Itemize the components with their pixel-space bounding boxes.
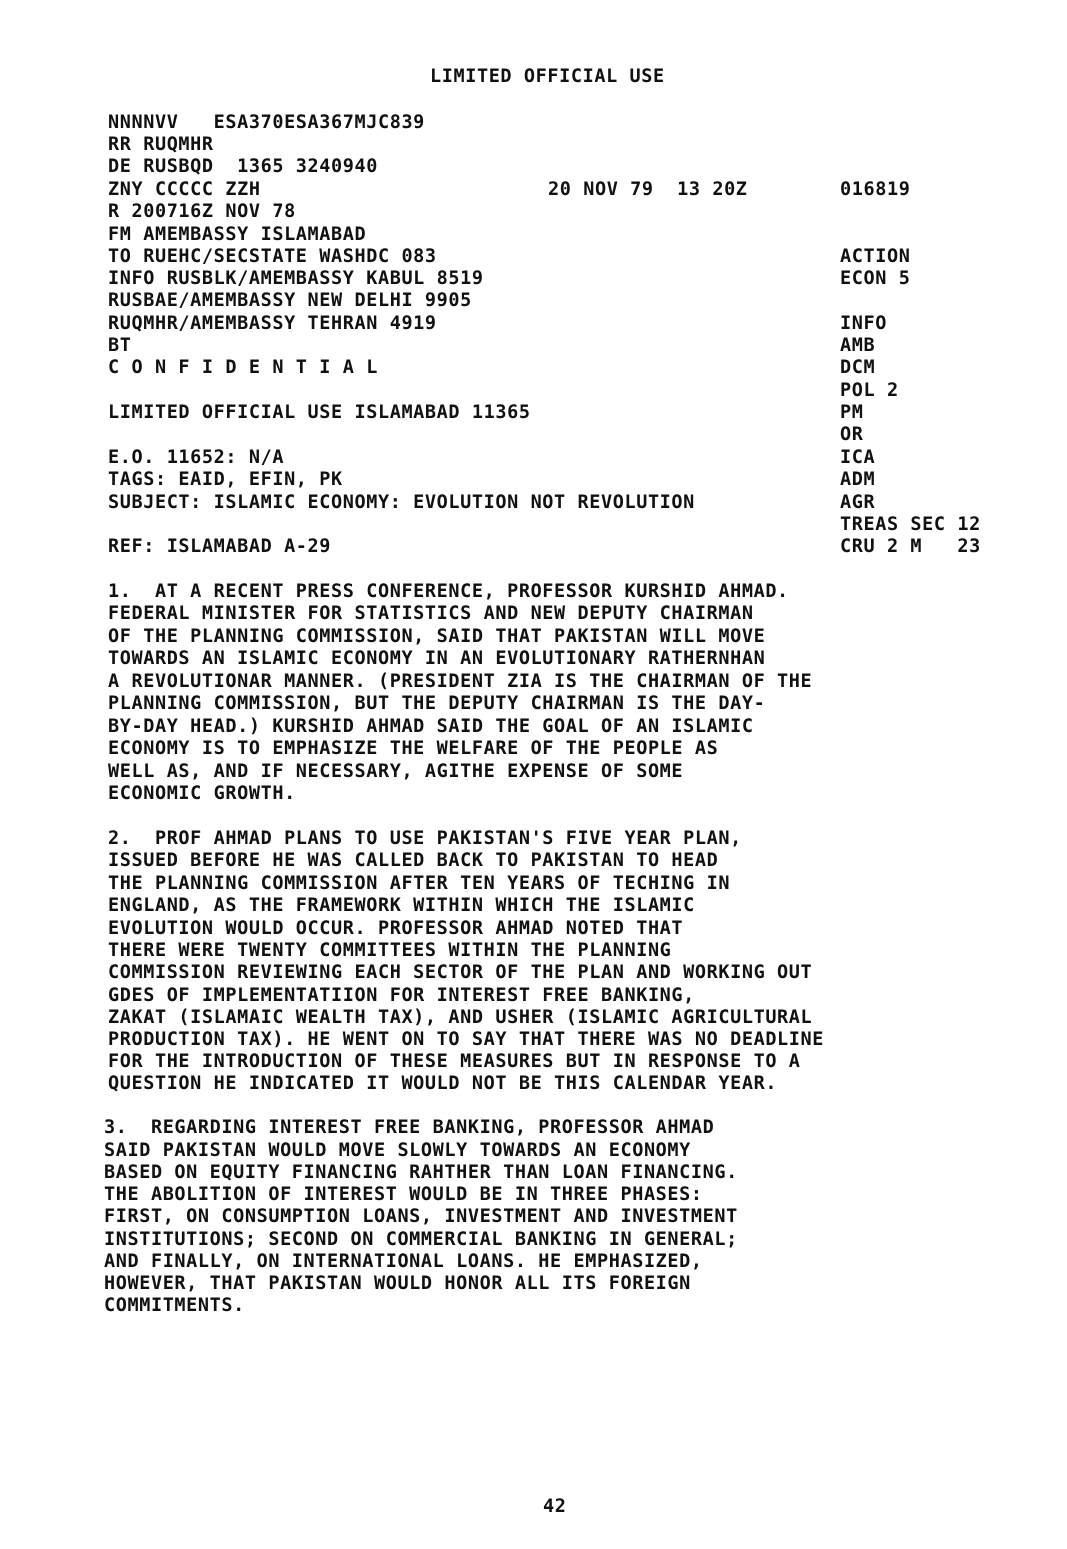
distribution-or: OR	[840, 424, 864, 445]
paragraph-2-line: GDES OF IMPLEMENTATIION FOR INTEREST FREE BANKING,	[108, 985, 695, 1006]
routing-line: R 200716Z NOV 78	[108, 201, 296, 222]
routing-line: RR RUQMHR	[108, 134, 214, 155]
paragraph-3-line: SAID PAKISTAN WOULD MOVE SLOWLY TOWARDS AN ECONOMY	[104, 1140, 691, 1161]
paragraph-3-line: FIRST, ON CONSUMPTION LOANS, INVESTMENT AND INVESTMENT	[104, 1206, 738, 1227]
paragraph-3-line: THE ABOLITION OF INTEREST WOULD BE IN THREE PHASES:	[104, 1184, 703, 1205]
ref-line: REF: ISLAMABAD A-29	[108, 536, 332, 557]
paragraph-1-line: A REVOLUTIONAR MANNER. (PRESIDENT ZIA IS THE CHAIRMAN OF THE	[108, 671, 813, 692]
routing-line: FM AMEMBASSY ISLAMABAD	[108, 224, 367, 245]
distribution-action: ACTION	[840, 246, 911, 267]
received-datetime: 20 NOV 79 13 20Z	[548, 179, 748, 200]
subject-line: SUBJECT: ISLAMIC ECONOMY: EVOLUTION NOT REVOLUTION	[108, 492, 695, 513]
paragraph-3-line: BASED ON EQUITY FINANCING RAHTHER THAN LOAN FINANCING.	[104, 1162, 738, 1183]
routing-line: INFO RUSBLK/AMEMBASSY KABUL 8519	[108, 268, 484, 289]
paragraph-1-line: TOWARDS AN ISLAMIC ECONOMY IN AN EVOLUTIONARY RATHERNHAN	[108, 648, 766, 669]
routing-line: NNNNVV ESA370ESA367MJC839	[108, 112, 425, 133]
paragraph-1-line: 1. AT A RECENT PRESS CONFERENCE, PROFESSOR KURSHID AHMAD.	[108, 581, 789, 602]
routing-line: TO RUEHC/SECSTATE WASHDC 083	[108, 246, 437, 267]
paragraph-1-line: ECONOMY IS TO EMPHASIZE THE WELFARE OF THE PEOPLE AS	[108, 738, 719, 759]
paragraph-2-line: ISSUED BEFORE HE WAS CALLED BACK TO PAKISTAN TO HEAD	[108, 850, 719, 871]
paragraph-3-line: AND FINALLY, ON INTERNATIONAL LOANS. HE EMPHASIZED,	[104, 1251, 703, 1272]
paragraph-3-line: 3. REGARDING INTEREST FREE BANKING, PROFESSOR AHMAD	[104, 1117, 715, 1138]
paragraph-1-line: ECONOMIC GROWTH.	[108, 783, 296, 804]
tags-line: TAGS: EAID, EFIN, PK	[108, 469, 343, 490]
paragraph-1-line: FEDERAL MINISTER FOR STATISTICS AND NEW DEPUTY CHAIRMAN	[108, 603, 754, 624]
paragraph-2-line: ENGLAND, AS THE FRAMEWORK WITHIN WHICH THE ISLAMIC	[108, 895, 695, 916]
paragraph-2-line: THERE WERE TWENTY COMMITTEES WITHIN THE PLANNING	[108, 940, 672, 961]
message-number: 016819	[840, 179, 911, 200]
distribution-cru: CRU 2 M 23	[840, 536, 981, 557]
paragraph-3-line: INSTITUTIONS; SECOND ON COMMERCIAL BANKING IN GENERAL;	[104, 1229, 738, 1250]
eo-line: E.O. 11652: N/A	[108, 447, 285, 468]
caption-line: LIMITED OFFICIAL USE ISLAMABAD 11365	[108, 402, 531, 423]
distribution-agr: AGR	[840, 492, 876, 513]
distribution-treas: TREAS SEC 12	[840, 514, 981, 535]
distribution-econ: ECON 5	[840, 268, 911, 289]
header-banner: LIMITED OFFICIAL USE	[430, 66, 665, 87]
distribution-pol: POL 2	[840, 380, 899, 401]
routing-line: DE RUSBQD 1365 3240940	[108, 156, 378, 177]
paragraph-2-line: QUESTION HE INDICATED IT WOULD NOT BE THIS CALENDAR YEAR.	[108, 1073, 778, 1094]
paragraph-2-line: THE PLANNING COMMISSION AFTER TEN YEARS OF TECHING IN	[108, 873, 731, 894]
paragraph-1-line: WELL AS, AND IF NECESSARY, AGITHE EXPENSE OF SOME	[108, 761, 684, 782]
routing-line: ZNY CCCCC ZZH	[108, 179, 261, 200]
paragraph-2-line: PRODUCTION TAX). HE WENT ON TO SAY THAT THERE WAS NO DEADLINE	[108, 1029, 825, 1050]
routing-line: BT	[108, 335, 132, 356]
paragraph-1-line: PLANNING COMMISSION, BUT THE DEPUTY CHAIRMAN IS THE DAY-	[108, 693, 766, 714]
distribution-pm: PM	[840, 402, 864, 423]
paragraph-2-line: FOR THE INTRODUCTION OF THESE MEASURES BUT IN RESPONSE TO A	[108, 1051, 801, 1072]
paragraph-2-line: ZAKAT (ISLAMAIC WEALTH TAX), AND USHER (ISLAMIC AGRICULTURAL	[108, 1007, 813, 1028]
distribution-amb: AMB	[840, 335, 876, 356]
page-number: 42	[543, 1496, 567, 1517]
paragraph-2-line: 2. PROF AHMAD PLANS TO USE PAKISTAN'S FIVE YEAR PLAN,	[108, 828, 742, 849]
distribution-adm: ADM	[840, 469, 876, 490]
paragraph-2-line: EVOLUTION WOULD OCCUR. PROFESSOR AHMAD NOTED THAT	[108, 918, 684, 939]
routing-line: RUQMHR/AMEMBASSY TEHRAN 4919	[108, 313, 437, 334]
paragraph-1-line: BY-DAY HEAD.) KURSHID AHMAD SAID THE GOAL OF AN ISLAMIC	[108, 716, 754, 737]
paragraph-3-line: COMMITMENTS.	[104, 1295, 245, 1316]
distribution-ica: ICA	[840, 447, 876, 468]
classification: C O N F I D E N T I A L	[108, 357, 378, 378]
distribution-dcm: DCM	[840, 357, 876, 378]
routing-line: RUSBAE/AMEMBASSY NEW DELHI 9905	[108, 290, 472, 311]
paragraph-2-line: COMMISSION REVIEWING EACH SECTOR OF THE PLAN AND WORKING OUT	[108, 962, 813, 983]
distribution-info: INFO	[840, 313, 887, 334]
paragraph-3-line: HOWEVER, THAT PAKISTAN WOULD HONOR ALL ITS FOREIGN	[104, 1273, 691, 1294]
paragraph-1-line: OF THE PLANNING COMMISSION, SAID THAT PAKISTAN WILL MOVE	[108, 626, 766, 647]
